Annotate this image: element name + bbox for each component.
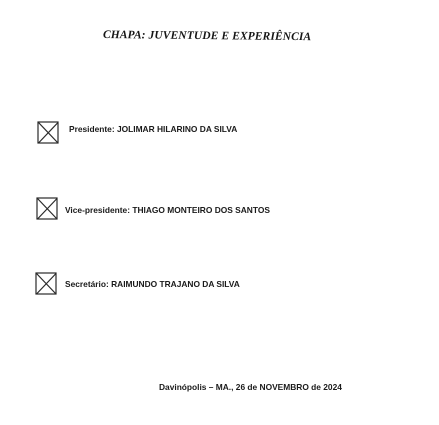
- vice-president-entry: [65, 205, 270, 215]
- president-role: Presidente:: [69, 124, 115, 134]
- slate-title: CHAPA: JUVENTUDE E EXPERIÊNCIA: [102, 29, 312, 44]
- president-checked-box-icon: [37, 121, 59, 143]
- vice-president-name: THIAGO MONTEIRO DOS SANTOS: [132, 205, 270, 215]
- president-name: JOLIMAR HILARINO DA SILVA: [116, 124, 238, 134]
- vice-president-checked-box-icon: [36, 197, 58, 219]
- date-line: Davinópolis – MA., 26 de NOVEMBRO de 2024: [159, 382, 342, 392]
- secretary-checked-box-icon: [35, 272, 57, 294]
- secretary-entry: [65, 279, 240, 289]
- vice-president-role: Vice-presidente:: [65, 205, 131, 215]
- secretary-name: RAIMUNDO TRAJANO DA SILVA: [111, 279, 240, 289]
- secretary-role: Secretário:: [65, 279, 109, 289]
- president-entry: [69, 124, 237, 134]
